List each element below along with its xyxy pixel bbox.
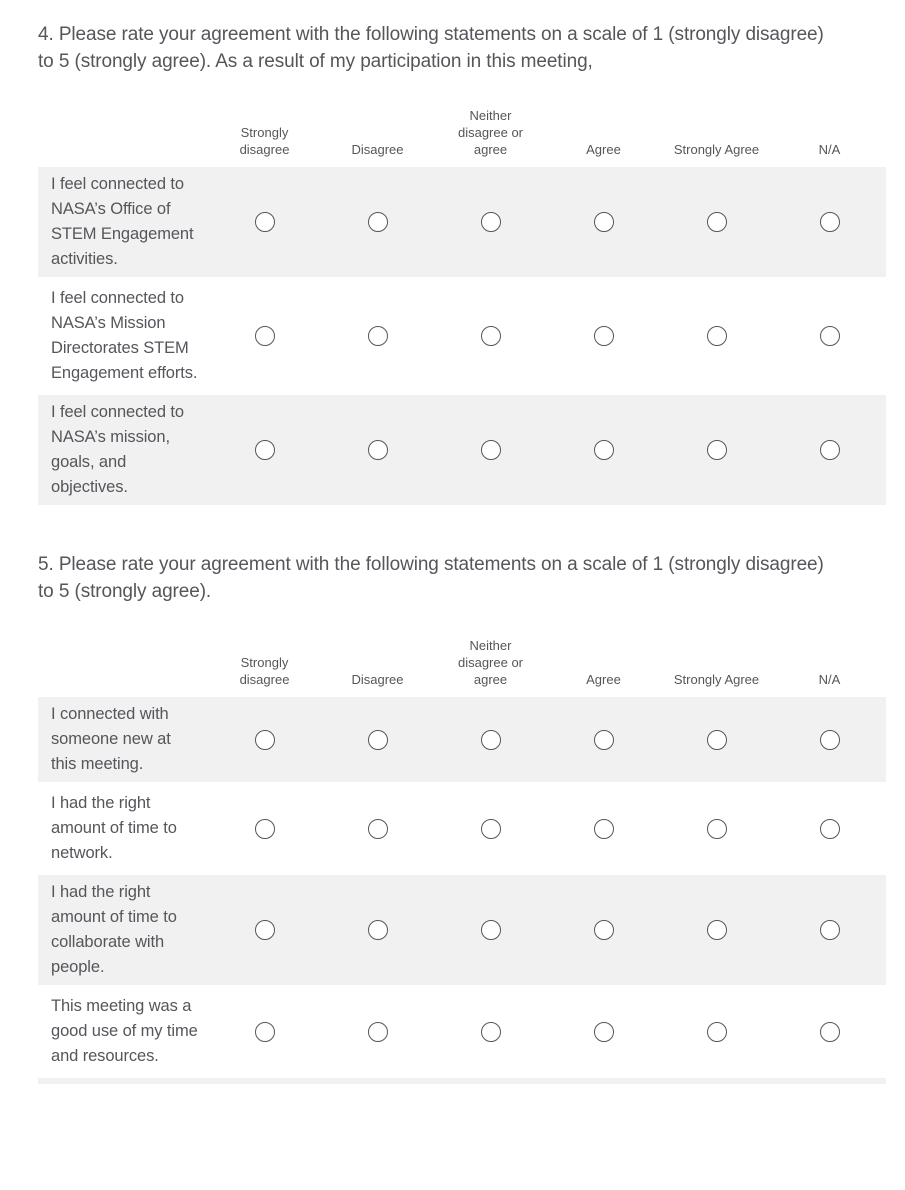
radio-na[interactable] [820,1022,840,1042]
header-strongly-disagree: Strongly disagree [239,655,290,687]
radio-agree[interactable] [594,1022,614,1042]
radio-strongly-agree[interactable] [707,212,727,232]
radio-agree[interactable] [594,212,614,232]
matrix-row [38,281,886,391]
radio-strongly-disagree[interactable] [255,326,275,346]
radio-strongly-agree[interactable] [707,440,727,460]
row-statement: I feel connected to NASA’s mission, goals, and objectives. [51,403,184,496]
row-statement: I had the right amount of time to network. [51,794,177,862]
radio-strongly-disagree[interactable] [255,1022,275,1042]
radio-strongly-agree[interactable] [707,326,727,346]
header-neither: Neither disagree or agree [457,638,524,687]
radio-strongly-disagree[interactable] [255,920,275,940]
question-5-matrix [38,637,886,1084]
radio-disagree[interactable] [368,440,388,460]
radio-disagree[interactable] [368,1022,388,1042]
radio-neither[interactable] [481,326,501,346]
header-na: N/A [818,142,841,157]
radio-na[interactable] [820,326,840,346]
radio-strongly-disagree[interactable] [255,730,275,750]
header-strongly-disagree: Strongly disagree [239,125,290,157]
radio-agree[interactable] [594,440,614,460]
radio-strongly-disagree[interactable] [255,212,275,232]
row-statement: I feel connected to NASA’s Office of STEM Engagement activities. [51,175,194,268]
question-4-matrix [38,107,886,505]
radio-agree[interactable] [594,326,614,346]
radio-na[interactable] [820,920,840,940]
radio-neither[interactable] [481,440,501,460]
radio-strongly-agree[interactable] [707,1022,727,1042]
matrix-row [38,989,886,1074]
radio-strongly-agree[interactable] [707,920,727,940]
radio-na[interactable] [820,212,840,232]
matrix-row [38,167,886,277]
matrix-row [38,697,886,782]
matrix-row [38,875,886,985]
radio-disagree[interactable] [368,326,388,346]
row-statement: I had the right amount of time to collaborate with people. [51,883,177,976]
header-disagree: Disagree [351,142,404,157]
radio-agree[interactable] [594,730,614,750]
header-strongly-agree: Strongly Agree [673,142,760,157]
row-statement: I connected with someone new at this meeting. [51,705,171,773]
radio-strongly-agree[interactable] [707,730,727,750]
radio-strongly-disagree[interactable] [255,819,275,839]
radio-neither[interactable] [481,1022,501,1042]
radio-na[interactable] [820,440,840,460]
radio-agree[interactable] [594,920,614,940]
radio-na[interactable] [820,819,840,839]
header-agree: Agree [586,142,621,157]
header-strongly-agree: Strongly Agree [673,672,760,687]
scale-header-row [38,637,886,697]
radio-disagree[interactable] [368,730,388,750]
radio-neither[interactable] [481,920,501,940]
radio-neither[interactable] [481,819,501,839]
header-agree: Agree [586,672,621,687]
radio-agree[interactable] [594,819,614,839]
matrix-row [38,786,886,871]
question-4-title: 4. Please rate your agreement with the following statements on a scale of 1 (strongly disagree) to 5 (strongly agree). As a result of my participation in this meeting, [38,24,824,72]
header-na: N/A [818,672,841,687]
radio-disagree[interactable] [368,212,388,232]
radio-neither[interactable] [481,730,501,750]
row-statement: I feel connected to NASA’s Mission Directorates STEM Engagement efforts. [51,289,198,382]
row-statement: This meeting was a good use of my time and resources. [51,997,198,1065]
radio-neither[interactable] [481,212,501,232]
header-neither: Neither disagree or agree [457,108,524,157]
scale-header-row [38,107,886,167]
radio-strongly-disagree[interactable] [255,440,275,460]
matrix-row [38,395,886,505]
radio-strongly-agree[interactable] [707,819,727,839]
header-disagree: Disagree [351,672,404,687]
radio-disagree[interactable] [368,920,388,940]
next-row-peek [38,1078,886,1084]
radio-na[interactable] [820,730,840,750]
radio-disagree[interactable] [368,819,388,839]
question-5-title: 5. Please rate your agreement with the following statements on a scale of 1 (strongly disagree) to 5 (strongly agree). [38,554,824,602]
